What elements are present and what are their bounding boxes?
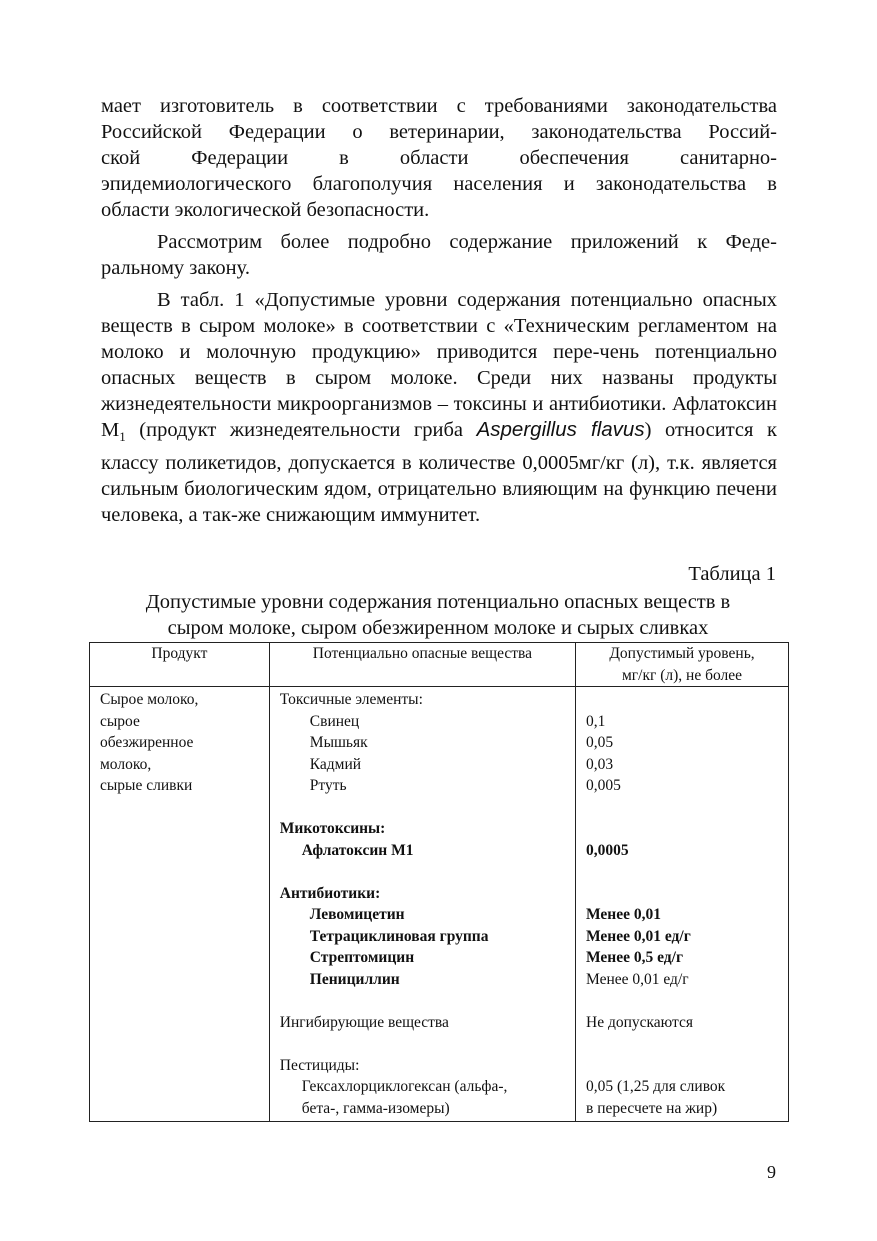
product-line: Сырое молоко, (100, 691, 199, 708)
spacer (586, 990, 788, 1012)
antibiotic-value: Менее 0,01 (586, 906, 661, 923)
mycotoxin-item: Афлатоксин М1 (301, 841, 414, 859)
toxic-value: 0,1 (586, 712, 606, 730)
product-line: сырое (100, 712, 140, 730)
spacer (280, 1033, 575, 1055)
toxic-item: Кадмий (309, 755, 362, 773)
toxic-value: 0,005 (586, 777, 621, 794)
toxic-item: Ртуть (309, 777, 347, 794)
antibiotic-item: Левомицетин (309, 906, 405, 923)
body-text (101, 93, 777, 528)
page-number: 9 (767, 1162, 776, 1182)
spacer (586, 861, 788, 883)
table-row (90, 687, 789, 1122)
spacer (586, 818, 788, 840)
pesticide-item: Гексахлорциклогексан (альфа-, (301, 1078, 508, 1095)
inhibitors-value: Не допускаются (586, 1013, 694, 1031)
spacer (586, 797, 788, 819)
toxic-value: 0,03 (586, 755, 614, 773)
spacer (280, 797, 575, 819)
pesticide-item: бета-, гамма-изомеры) (301, 1099, 450, 1117)
antibiotic-item: Тетрациклиновая группа (309, 927, 489, 945)
toxic-item: Свинец (309, 712, 360, 730)
paragraph-2: Рассмотрим более подробно содержание приложений к Феде-ральному закону. (101, 231, 777, 279)
mycotoxins-heading: Микотоксины: (279, 820, 386, 837)
table-title-line: сыром молоке, сыром обезжиренном молоке и сырых сливках (167, 617, 709, 639)
species-name: Aspergillus flavus (476, 418, 645, 441)
product-line: сырые сливки (100, 777, 193, 794)
subscript: 1 (119, 429, 126, 445)
spacer (586, 1033, 788, 1055)
spacer (280, 861, 575, 883)
paragraph-1 (101, 93, 777, 223)
paragraph-3-text: (продукт жизнедеятельности гриба (125, 419, 477, 441)
spacer (280, 990, 575, 1012)
paragraph-3-text: ) относится к классу поликетидов, допускается в количестве 0,0005мг/кг (л), т.к. является сильным биологическим ядом, отрицательно влияющим на функцию печени человека, а так-же снижающим иммунитет. (101, 419, 777, 527)
product-line: обезжиренное (100, 734, 194, 751)
toxic-heading: Токсичные элементы: (279, 691, 423, 708)
inhibitors-label: Ингибирующие вещества (279, 1013, 449, 1031)
antibiotic-item: Стрептомицин (309, 949, 415, 966)
spacer (586, 689, 788, 711)
toxic-item: Мышьяк (309, 734, 368, 751)
pesticide-value: 0,05 (1,25 для сливок (586, 1078, 726, 1095)
paragraph-3-text: В табл. 1 «Допустимые уровни содержания потенциально опасных веществ в сыром молоке» в соответствии с «Техническим регламентом на молоко и молочную продукцию» приводится пере-чень потенциально опасных веществ в сыром молоке. Среди них названы продукты жизнедеятельности микроорганизмов – токсины и антибиотики. Афлатоксин М (101, 289, 777, 441)
table-number: Таблица 1 (688, 563, 776, 585)
spacer (586, 883, 788, 905)
header-product: Продукт (90, 643, 270, 687)
pesticide-value: в пересчете на жир) (586, 1099, 718, 1117)
spacer (586, 1055, 788, 1077)
header-level-line: Допустимый уровень, (609, 645, 755, 662)
table-header-row (90, 643, 789, 687)
header-level (576, 643, 789, 687)
limits-table (89, 642, 789, 1122)
toxic-value: 0,05 (586, 734, 614, 751)
product-cell (90, 687, 270, 1122)
antibiotic-value: Менее 0,01 ед/г (586, 927, 691, 945)
pesticides-heading: Пестициды: (279, 1056, 360, 1074)
product-line: молоко, (100, 755, 152, 773)
antibiotic-value: Менее 0,5 ед/г (586, 949, 683, 966)
antibiotic-value: Менее 0,01 ед/г (586, 970, 689, 988)
paragraph-1-line: мает изготовитель в соответствии с требованиями законодательства (101, 95, 777, 117)
paragraph-1-line: эпидемиологического благополучия населения и законодательства в (101, 173, 777, 195)
antibiotics-heading: Антибиотики: (279, 884, 381, 902)
paragraph-1-line: Российской Федерации о ветеринарии, законодательства Россий- (101, 121, 777, 143)
paragraph-1-line: области экологической безопасности. (101, 199, 430, 221)
mycotoxin-value: 0,0005 (586, 841, 629, 859)
header-substances: Потенциально опасные вещества (269, 643, 575, 687)
values-cell (576, 687, 789, 1122)
paragraph-1-line: ской Федерации в области обеспечения санитарно- (101, 147, 777, 169)
substances-cell (269, 687, 575, 1122)
paragraph-3 (101, 287, 777, 528)
antibiotic-item: Пенициллин (309, 970, 400, 988)
header-level-line: мг/кг (л), не более (621, 666, 743, 684)
table-title-line: Допустимые уровни содержания потенциально опасных веществ в (145, 591, 731, 613)
table-title (88, 589, 788, 641)
